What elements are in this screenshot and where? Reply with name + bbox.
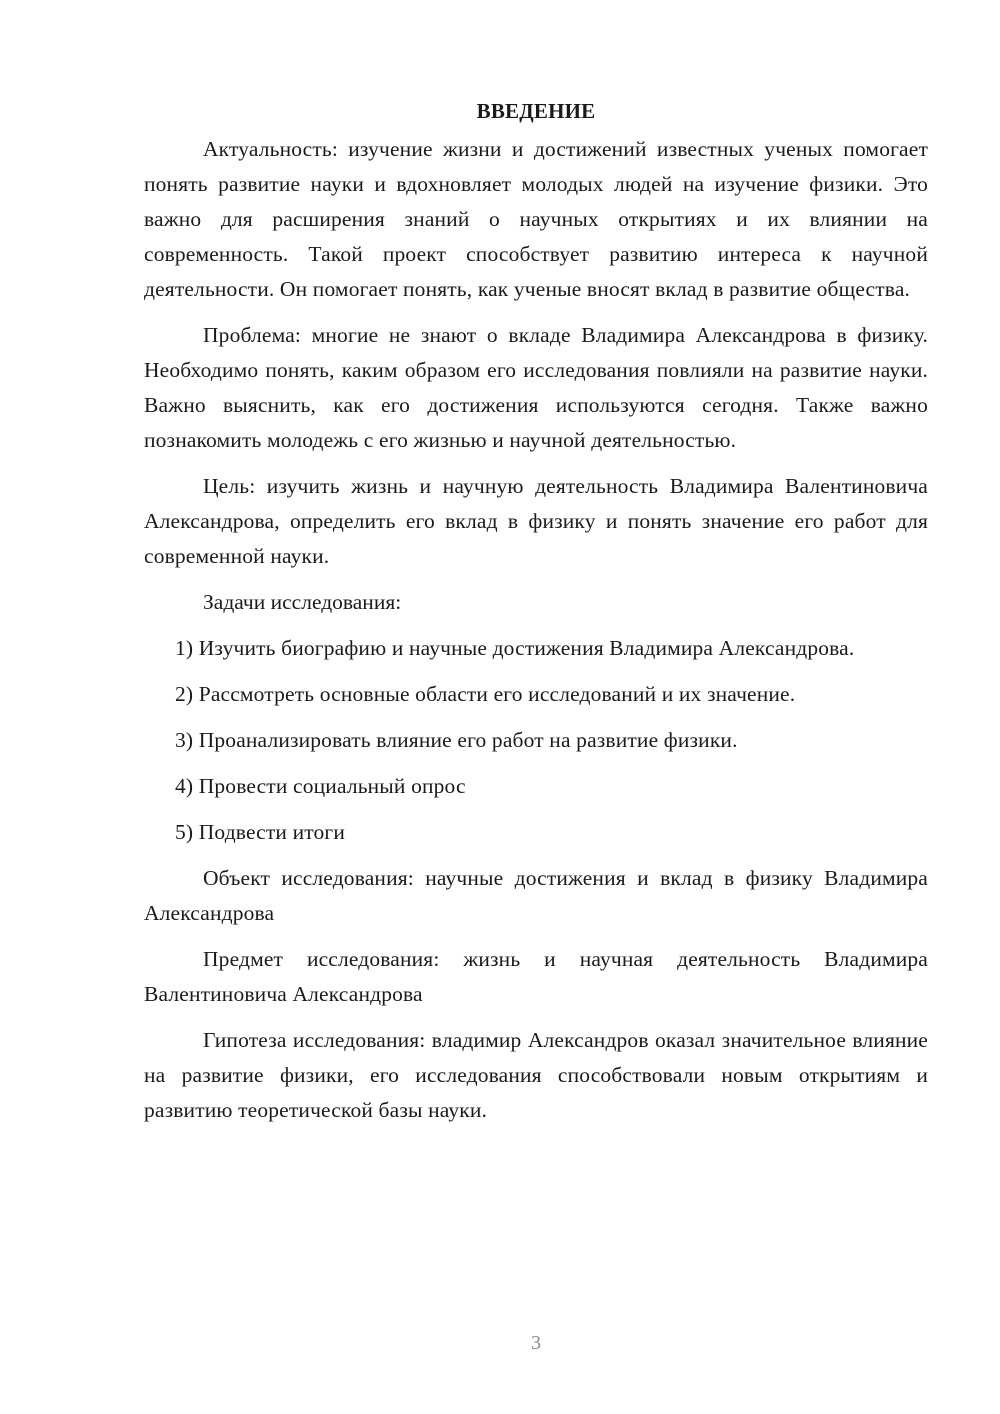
problem-paragraph: Проблема: многие не знают о вкладе Владимира Александрова в физику. Необходимо понять, каким образом его исследования повлияли на развитие науки. Важно выяснить, как его достижения используются сегодня. Также важно познакомить молодежь с его жизнью и научной деятельностью. (144, 323, 928, 452)
relevance-paragraph: Актуальность: изучение жизни и достижений известных ученых помогает понять развитие науки и вдохновляет молодых людей на изучение физики. Это важно для расширения знаний о научных открытиях и их влиянии на современность. Такой проект способствует развитию интереса к научной деятельности. Он помогает понять, как ученые вносят вклад в развитие общества. (144, 137, 928, 301)
page-content (144, 96, 928, 1139)
task-item: 1) Изучить биографию и научные достижения Владимира Александрова. (175, 636, 855, 660)
task-item: 4) Провести социальный опрос (175, 774, 466, 798)
hypothesis-paragraph: Гипотеза исследования: владимир Александров оказал значительное влияние на развитие физики, его исследования способствовали новым открытиям и развитию теоретической базы науки. (144, 1028, 928, 1122)
subject-paragraph: Предмет исследования: жизнь и научная деятельность Владимира Валентиновича Александрова (144, 947, 928, 1006)
tasks-heading: Задачи исследования: (203, 590, 402, 614)
goal-paragraph: Цель: изучить жизнь и научную деятельность Владимира Валентиновича Александрова, определить его вклад в физику и понять значение его работ для современной науки. (144, 474, 928, 568)
task-item: 5) Подвести итоги (175, 820, 346, 844)
task-item: 3) Проанализировать влияние его работ на развитие физики. (175, 728, 738, 752)
task-item: 2) Рассмотреть основные области его исследований и их значение. (175, 682, 796, 706)
object-paragraph: Объект исследования: научные достижения и вклад в физику Владимира Александрова (144, 866, 928, 925)
page-number: 3 (531, 1332, 541, 1354)
section-title: ВВЕДЕНИЕ (476, 99, 596, 123)
